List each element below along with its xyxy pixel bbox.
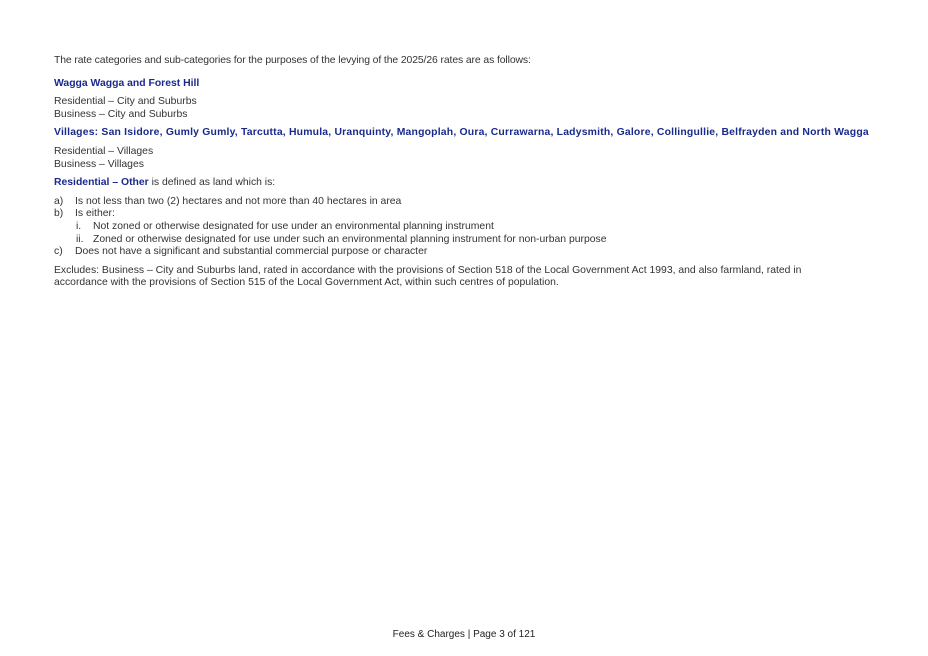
category-line: Residential – City and Suburbs: [54, 96, 197, 108]
list-marker: i.: [76, 220, 82, 232]
section-heading-villages: Villages: San Isidore, Gumly Gumly, Tarcutta, Humula, Uranquinty, Mangoplah, Oura, Currawarna, Ladysmith, Galore, Collingullie, Belfrayden and North Wagga: [54, 127, 869, 139]
criteria-text: Is either:: [75, 208, 115, 220]
list-marker: a): [54, 195, 64, 207]
list-marker: b): [54, 208, 64, 220]
sub-criteria-item: [54, 234, 874, 247]
definition-text: is defined as land which is:: [148, 177, 276, 189]
criteria-item: [54, 246, 874, 259]
list-marker: ii.: [76, 233, 84, 245]
section-heading-city: Wagga Wagga and Forest Hill: [54, 77, 200, 89]
page-footer: Fees & Charges | Page 3 of 121: [392, 629, 536, 640]
intro-paragraph: The rate categories and sub-categories for the purposes of the levying of the 2025/26 rates are as follows:: [54, 55, 531, 66]
criteria-item: [54, 208, 874, 221]
category-line: Business – City and Suburbs: [54, 108, 188, 120]
sub-criteria-item: [54, 221, 874, 234]
criteria-item: [54, 196, 874, 209]
village-categories: [54, 146, 874, 171]
definition-term: Residential – Other: [54, 177, 149, 189]
criteria-list: [54, 196, 874, 259]
excludes-paragraph: Excludes: Business – City and Suburbs land, rated in accordance with the provisions of Section 518 of the Local Government Act 1993, and also farmland, rated in accordance with the provisions of Section 515 of the Local Government Act, within such centres of population.: [54, 264, 802, 289]
sub-criteria-text: Zoned or otherwise designated for use under such an environmental planning instrument for non-urban purpose: [93, 233, 607, 245]
definition-paragraph: [54, 177, 874, 190]
criteria-text: Does not have a significant and substantial commercial purpose or character: [75, 246, 428, 258]
category-line: Business – Villages: [54, 158, 144, 170]
category-line: Residential – Villages: [54, 145, 154, 157]
city-categories: [54, 96, 874, 121]
list-marker: c): [54, 246, 63, 258]
page-content: [54, 55, 874, 290]
sub-criteria-text: Not zoned or otherwise designated for use under an environmental planning instrument: [93, 220, 494, 232]
criteria-text: Is not less than two (2) hectares and not more than 40 hectares in area: [75, 195, 402, 207]
